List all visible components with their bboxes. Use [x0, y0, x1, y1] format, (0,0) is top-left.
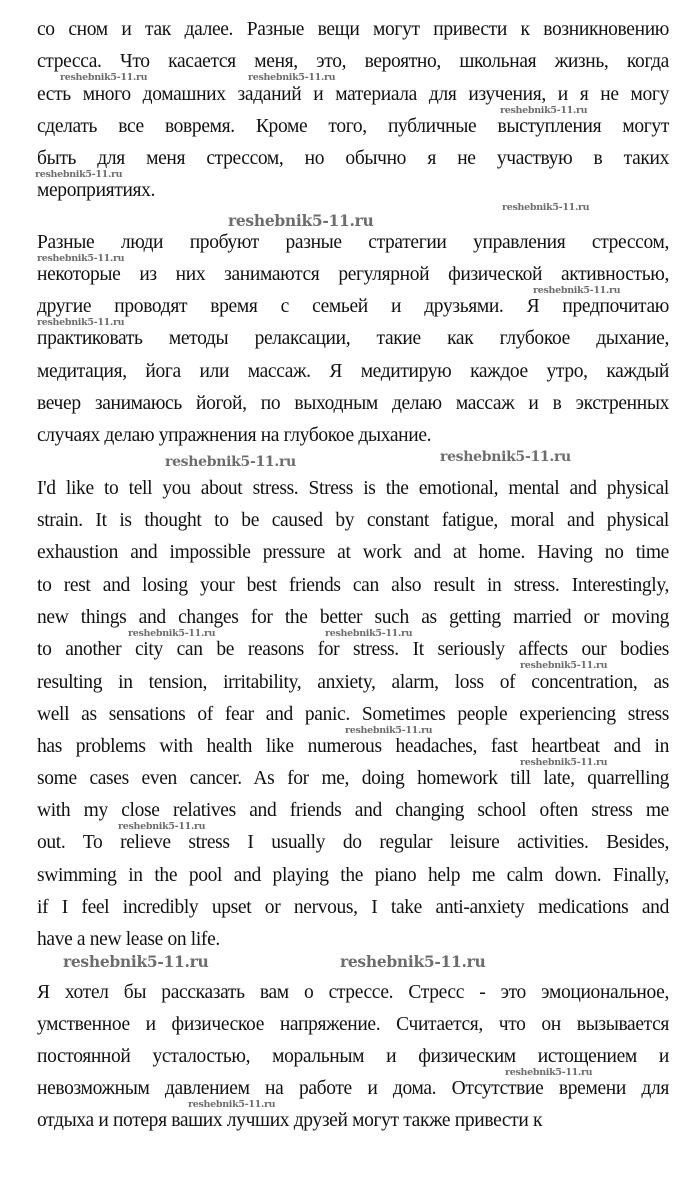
watermark: reshebnik5-11.ru [500, 105, 588, 116]
text-line: has problems with health like numerous headaches, fast heartbeat and in [37, 736, 669, 757]
text-line: new things and changes for the better such as getting married or moving [37, 607, 669, 628]
text-line: есть много домашних заданий и материала для изучения, и я не могу [37, 84, 669, 105]
watermark: reshebnik5-11.ru [340, 952, 486, 971]
text-line: well as sensations of fear and panic. Sometimes people experiencing stress [37, 704, 669, 725]
text-line: случаях делаю упражнения на глубокое дыхание. [37, 425, 432, 446]
text-line: невозможным давлением на работе и дома. Отсутствие времени для [37, 1078, 669, 1099]
text-line: some cases even cancer. As for me, doing homework till late, quarrelling [37, 768, 669, 789]
watermark: reshebnik5-11.ru [37, 317, 125, 328]
watermark: reshebnik5-11.ru [188, 1099, 276, 1110]
text-line: if I feel incredibly upset or nervous, I take anti-anxiety medications and [37, 897, 669, 918]
text-line: swimming in the pool and playing the piano help me calm down. Finally, [37, 865, 669, 886]
watermark: reshebnik5-11.ru [63, 952, 209, 971]
text-line: мероприятиях. [37, 180, 156, 201]
text-line: некоторые из них занимаются регулярной физической активностью, [37, 264, 669, 285]
watermark: reshebnik5-11.ru [345, 725, 433, 736]
watermark: reshebnik5-11.ru [533, 285, 621, 296]
text-line: with my close relatives and friends and changing school often stress me [37, 800, 669, 821]
watermark: reshebnik5-11.ru [165, 454, 296, 470]
text-line: resulting in tension, irritability, anxiety, alarm, loss of concentration, as [37, 672, 669, 693]
watermark: reshebnik5-11.ru [325, 628, 413, 639]
watermark: reshebnik5-11.ru [228, 211, 374, 230]
watermark: reshebnik5-11.ru [520, 660, 608, 671]
text-line: отдыха и потеря ваших лучших друзей могут также привести к [37, 1110, 543, 1131]
text-line: have a new lease on life. [37, 929, 220, 950]
watermark: reshebnik5-11.ru [520, 757, 608, 768]
text-line: со сном и так далее. Разные вещи могут привести к возникновению [37, 19, 669, 40]
text-line: out. To relieve stress I usually do regular leisure activities. Besides, [37, 832, 669, 853]
watermark: reshebnik5-11.ru [118, 821, 206, 832]
watermark: reshebnik5-11.ru [248, 72, 336, 83]
text-line: стресса. Что касается меня, это, вероятно, школьная жизнь, когда [37, 51, 669, 72]
text-line: strain. It is thought to be caused by constant fatigue, moral and physical [37, 510, 669, 531]
text-line: вечер занимаюсь йогой, по выходным делаю массаж и в экстренных [37, 393, 669, 414]
text-line: to another city can be reasons for stress. It seriously affects our bodies [37, 639, 669, 660]
watermark: reshebnik5-11.ru [35, 169, 123, 180]
text-line: exhaustion and impossible pressure at work and at home. Having no time [37, 542, 669, 563]
watermark: reshebnik5-11.ru [128, 628, 216, 639]
watermark: reshebnik5-11.ru [60, 72, 148, 83]
watermark: reshebnik5-11.ru [502, 202, 590, 213]
watermark: reshebnik5-11.ru [440, 449, 571, 465]
watermark: reshebnik5-11.ru [37, 253, 125, 264]
text-line: быть для меня стрессом, но обычно я не участвую в таких [37, 148, 669, 169]
text-line: Разные люди пробуют разные стратегии управления стрессом, [37, 232, 669, 253]
text-line: умственное и физическое напряжение. Считается, что он вызывается [37, 1014, 669, 1035]
watermark: reshebnik5-11.ru [505, 1067, 593, 1078]
text-line: другие проводят время с семьей и друзьями. Я предпочитаю [37, 296, 669, 317]
text-line: практиковать методы релаксации, такие как глубокое дыхание, [37, 328, 669, 349]
text-line: I'd like to tell you about stress. Stress is the emotional, mental and physical [37, 478, 669, 499]
text-line: to rest and losing your best friends can also result in stress. Interestingly, [37, 575, 669, 596]
text-line: постоянной усталостью, моральным и физическим истощением и [37, 1046, 669, 1067]
text-line: сделать все вовремя. Кроме того, публичные выступления могут [37, 116, 669, 137]
text-line: Я хотел бы рассказать вам о стрессе. Стресс - это эмоциональное, [37, 982, 669, 1003]
text-line: медитация, йога или массаж. Я медитирую каждое утро, каждый [37, 361, 669, 382]
